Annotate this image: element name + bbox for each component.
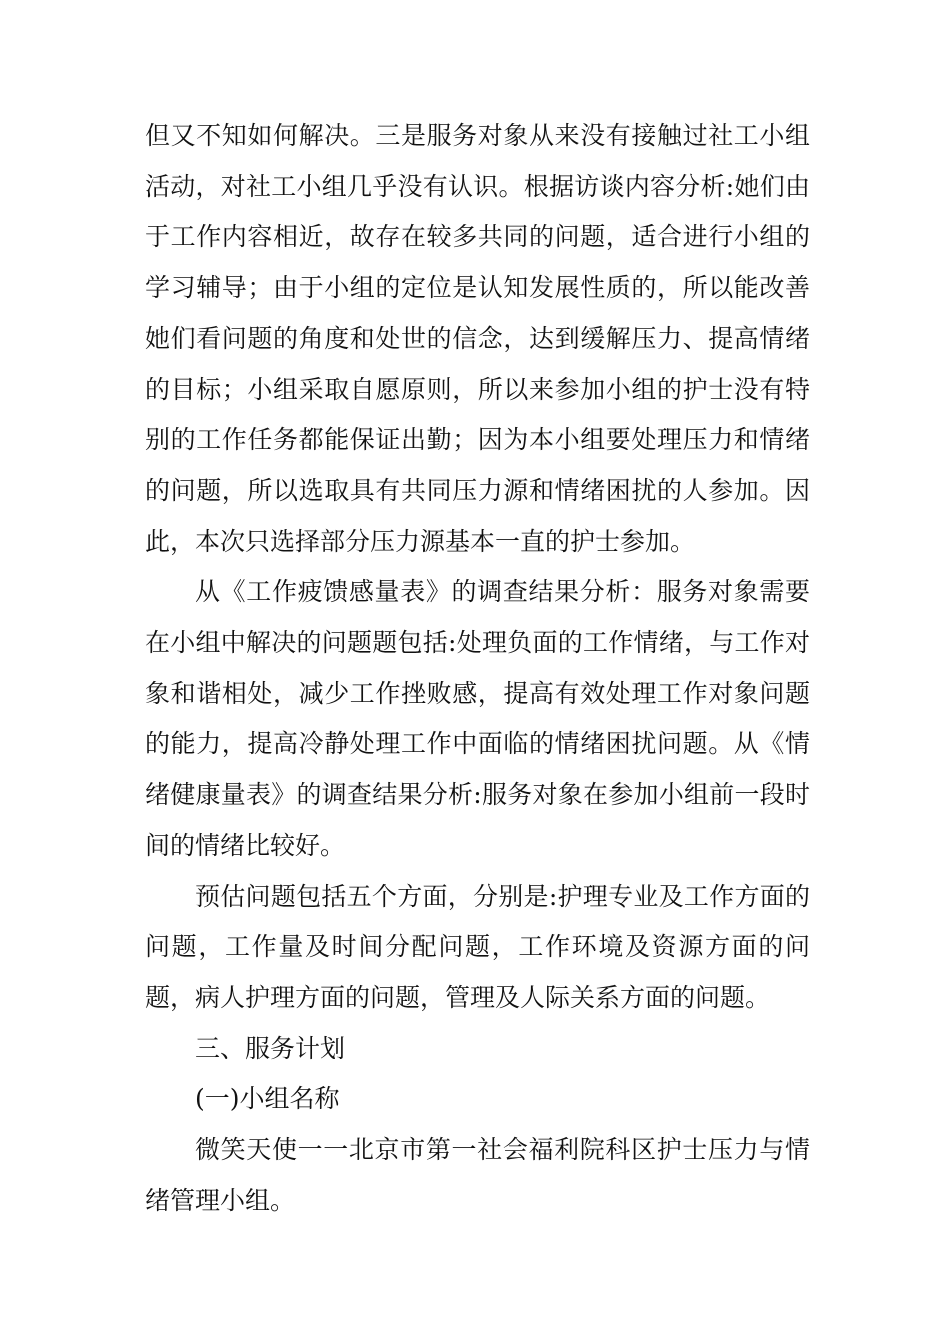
paragraph-2: 从《工作疲馈感量表》的调查结果分析：服务对象需要在小组中解决的问题题包括:处理负面的工作情绪，与工作对象和谐相处，减少工作挫败感，提高有效处理工作对象问题的能力，提高冷静处理工作中面临的情绪困扰问题。从《情绪健康量表》的调查结果分析:服务对象在参加小组前一段时间的情绪比较好。: [145, 577, 810, 860]
paragraph-1: 但又不知如何解决。三是服务对象从来没有接触过社工小组活动，对社工小组几乎没有认识。根据访谈内容分析:她们由于工作内容相近，故存在较多共同的问题，适合进行小组的学习辅导；由于小组的定位是认知发展性质的，所以能改善她们看问题的角度和处世的信念，达到缓解压力、提高情绪的目标；小组采取自愿原则，所以来参加小组的护士没有特别的工作任务都能保证出勤；因为本小组要处理压力和情绪的问题，所以选取具有共同压力源和情绪困扰的人参加。因此，本次只选择部分压力源基本一直的护士参加。: [145, 121, 810, 556]
section-heading-service-plan: 三、服务计划: [195, 1033, 346, 1063]
subsection-heading-group-name: (一)小组名称: [195, 1084, 340, 1114]
document-body: [145, 111, 810, 1226]
paragraph-3: 预估问题包括五个方面，分别是:护理专业及工作方面的问题，工作量及时间分配问题，工作环境及资源方面的问题，病人护理方面的问题，管理及人际关系方面的问题。: [145, 881, 810, 1012]
paragraph-group-name: 微笑天使一一北京市第一社会福利院科区护士压力与情绪管理小组。: [145, 1135, 810, 1215]
